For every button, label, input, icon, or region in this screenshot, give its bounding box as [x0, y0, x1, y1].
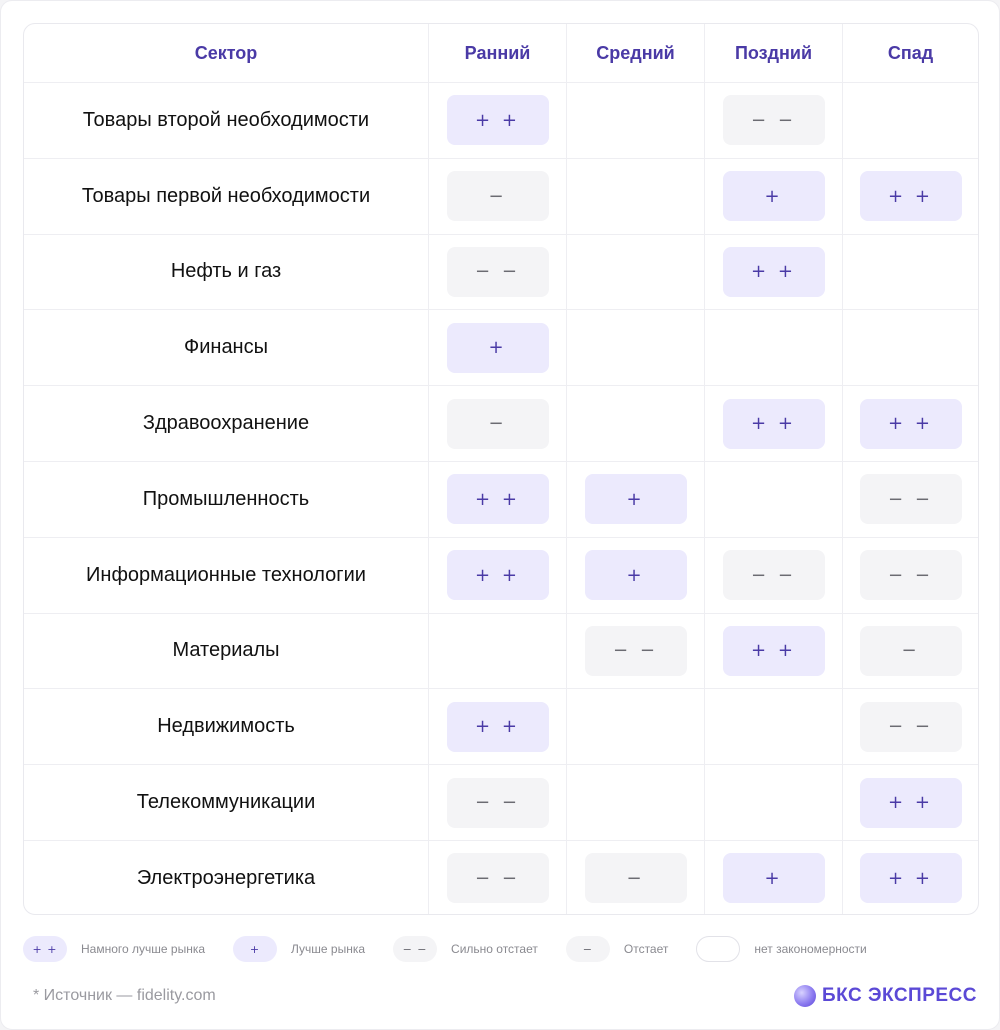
brand-name: БКС ЭКСПРЕСС	[821, 985, 977, 1006]
column-header-sector: Сектор	[194, 42, 258, 63]
rating-positive-badge: +	[723, 853, 825, 903]
rating-negative-badge: −	[447, 171, 549, 221]
table-row	[24, 461, 978, 537]
table-row	[24, 840, 978, 915]
rating-positive-badge: + +	[447, 474, 549, 524]
rating-negative-badge: − −	[723, 95, 825, 145]
table-row	[24, 613, 978, 689]
legend-label: Лучше рынка	[291, 942, 366, 956]
legend-label: Намного лучше рынка	[81, 942, 206, 956]
legend-label: Сильно отстает	[451, 942, 538, 956]
rating-positive-badge: +	[585, 550, 687, 600]
rating-positive-badge: + +	[723, 247, 825, 297]
sector-name: Телекоммуникации	[136, 791, 316, 814]
sector-name: Электроэнергетика	[136, 866, 316, 889]
brand-sphere-icon	[794, 985, 816, 1007]
sector-cycle-table	[23, 23, 979, 915]
sector-name: Промышленность	[142, 487, 310, 510]
legend-symbol-pos: +	[233, 936, 277, 962]
sector-name: Недвижимость	[157, 715, 295, 738]
column-header-recession: Спад	[887, 42, 934, 63]
rating-negative-badge: −	[585, 853, 687, 903]
column-header-mid: Средний	[596, 42, 675, 63]
rating-negative-badge: −	[860, 626, 962, 676]
legend-symbol-neg: − −	[393, 936, 437, 962]
rating-negative-badge: −	[447, 399, 549, 449]
table-row	[24, 385, 978, 461]
rating-negative-badge: − −	[860, 550, 962, 600]
rating-positive-badge: + +	[860, 853, 962, 903]
rating-negative-badge: − −	[447, 778, 549, 828]
legend-label: Отстает	[623, 942, 669, 956]
table-row	[24, 234, 978, 310]
sector-name: Товары первой необходимости	[81, 184, 371, 207]
rating-positive-badge: + +	[860, 399, 962, 449]
table-row	[24, 82, 978, 158]
rating-positive-badge: +	[585, 474, 687, 524]
table-row	[24, 309, 978, 385]
rating-negative-badge: − −	[860, 474, 962, 524]
rating-positive-badge: + +	[447, 702, 549, 752]
rating-positive-badge: + +	[447, 550, 549, 600]
sector-name: Материалы	[172, 639, 280, 662]
sector-name: Здравоохранение	[142, 412, 310, 435]
rating-positive-badge: + +	[447, 95, 549, 145]
table-row	[24, 537, 978, 613]
legend	[23, 935, 895, 963]
source-note: * Источник — fidelity.com	[33, 987, 216, 1004]
table-row	[24, 688, 978, 764]
column-header-early: Ранний	[464, 42, 531, 63]
rating-negative-badge: − −	[447, 853, 549, 903]
table-row	[24, 764, 978, 840]
rating-positive-badge: + +	[723, 399, 825, 449]
rating-positive-badge: +	[447, 323, 549, 373]
legend-label: нет закономерности	[754, 942, 867, 956]
sector-name: Нефть и газ	[170, 260, 282, 283]
legend-symbol-pos: + +	[23, 936, 67, 962]
column-header-late: Поздний	[734, 42, 813, 63]
rating-positive-badge: + +	[860, 778, 962, 828]
table-row	[24, 158, 978, 234]
rating-negative-badge: − −	[860, 702, 962, 752]
rating-positive-badge: + +	[860, 171, 962, 221]
rating-negative-badge: − −	[723, 550, 825, 600]
brand-logo	[794, 985, 977, 1007]
sector-name: Финансы	[184, 336, 268, 359]
rating-negative-badge: − −	[585, 626, 687, 676]
rating-negative-badge: − −	[447, 247, 549, 297]
legend-symbol-neg: −	[566, 936, 610, 962]
table-header-row	[24, 24, 978, 82]
sector-name: Информационные технологии	[86, 563, 366, 586]
rating-positive-badge: + +	[723, 626, 825, 676]
rating-positive-badge: +	[723, 171, 825, 221]
legend-symbol-none	[696, 936, 740, 962]
sector-name: Товары второй необходимости	[82, 108, 370, 131]
